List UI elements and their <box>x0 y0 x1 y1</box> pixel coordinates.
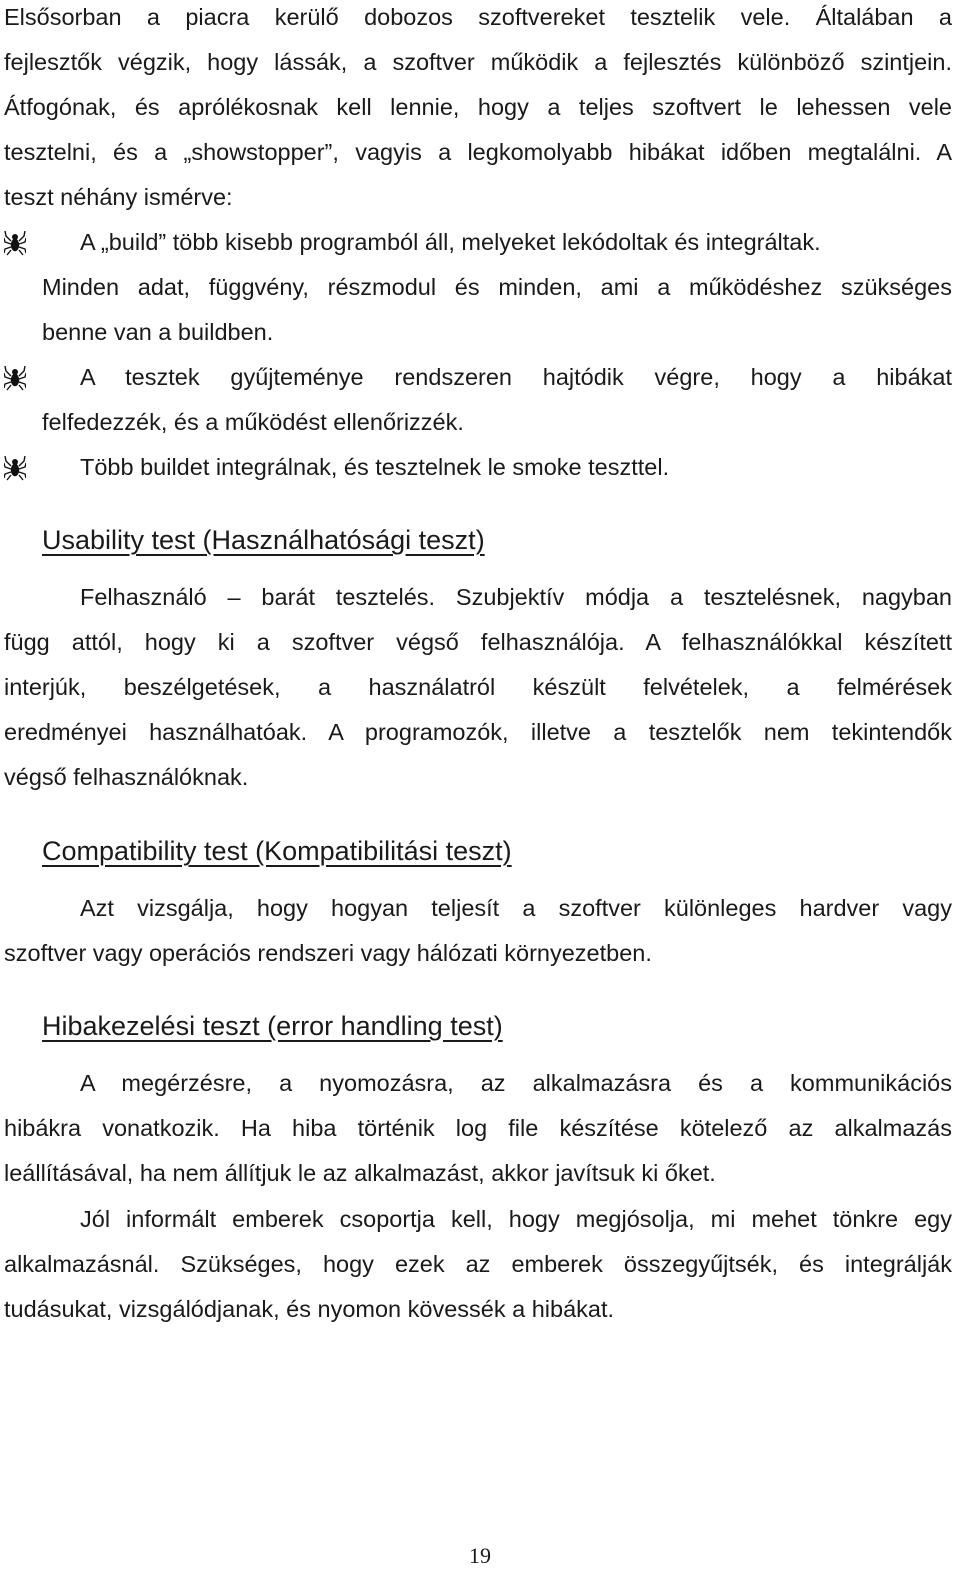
error-handling-line-5: alkalmazásnál. Szükséges, hogy ezek az emberek összegyűjtsék, és integrálják <box>4 1251 952 1277</box>
bullet-1-line-3: benne van a buildben. <box>42 319 274 345</box>
compatibility-line-1: Azt vizsgálja, hogy hogyan teljesít a szoftver különleges hardver vagy <box>80 895 952 921</box>
spider-bullet-icon <box>4 230 26 256</box>
usability-line-4: eredményei használhatóak. A programozók, illetve a tesztelők nem tekintendők <box>4 719 952 745</box>
error-handling-line-3: leállításával, ha nem állítjuk le az alkalmazást, akkor javítsuk ki őket. <box>4 1160 716 1186</box>
error-handling-line-4: Jól informált emberek csoportja kell, hogy megjósolja, mi mehet tönkre egy <box>80 1206 952 1232</box>
usability-line-3: interjúk, beszélgetések, a használatról készült felvételek, a felmérések <box>4 674 952 700</box>
intro-line-1: Elsősorban a piacra kerülő dobozos szoftvereket tesztelik vele. Általában a <box>4 4 952 30</box>
usability-heading: Usability test (Használhatósági teszt) <box>42 525 485 555</box>
intro-line-5: teszt néhány ismérve: <box>4 184 233 210</box>
page-number: 19 <box>469 1543 491 1568</box>
bullet-2-line-2: felfedezzék, és a működést ellenőrizzék. <box>42 409 464 435</box>
usability-line-5: végső felhasználóknak. <box>4 764 249 790</box>
compatibility-heading: Compatibility test (Kompatibilitási teszt) <box>42 836 512 866</box>
intro-line-4: tesztelni, és a „showstopper”, vagyis a legkomolyabb hibákat időben megtalálni. A <box>4 139 952 165</box>
error-handling-line-1: A megérzésre, a nyomozásra, az alkalmazásra és a kommunikációs <box>80 1070 952 1096</box>
error-handling-line-6: tudásukat, vizsgálódjanak, és nyomon kövessék a hibákat. <box>4 1296 615 1322</box>
usability-line-1: Felhasználó – barát tesztelés. Szubjektív módja a tesztelésnek, nagyban <box>80 584 952 610</box>
bullet-1-line-1: A „build” több kisebb programból áll, melyeket lekódoltak és integráltak. <box>80 229 821 255</box>
error-handling-line-2: hibákra vonatkozik. Ha hiba történik log file készítése kötelező az alkalmazás <box>4 1115 952 1141</box>
spider-bullet-icon <box>4 455 26 481</box>
spider-bullet-icon <box>4 365 26 391</box>
bullet-3-line-1: Több buildet integrálnak, és tesztelnek le smoke teszttel. <box>80 454 670 480</box>
error-handling-heading: Hibakezelési teszt (error handling test) <box>42 1011 503 1041</box>
bullet-2-line-1: A tesztek gyűjteménye rendszeren hajtódik végre, hogy a hibákat <box>80 364 952 390</box>
usability-line-2: függ attól, hogy ki a szoftver végső felhasználója. A felhasználókkal készített <box>4 629 952 655</box>
intro-line-2: fejlesztők végzik, hogy lássák, a szoftver működik a fejlesztés különböző szintjein. <box>4 49 952 75</box>
bullet-1-line-2: Minden adat, függvény, részmodul és minden, ami a működéshez szükséges <box>42 274 952 300</box>
compatibility-line-2: szoftver vagy operációs rendszeri vagy hálózati környezetben. <box>4 940 652 966</box>
intro-line-3: Átfogónak, és aprólékosnak kell lennie, hogy a teljes szoftvert le lehessen vele <box>4 94 952 120</box>
